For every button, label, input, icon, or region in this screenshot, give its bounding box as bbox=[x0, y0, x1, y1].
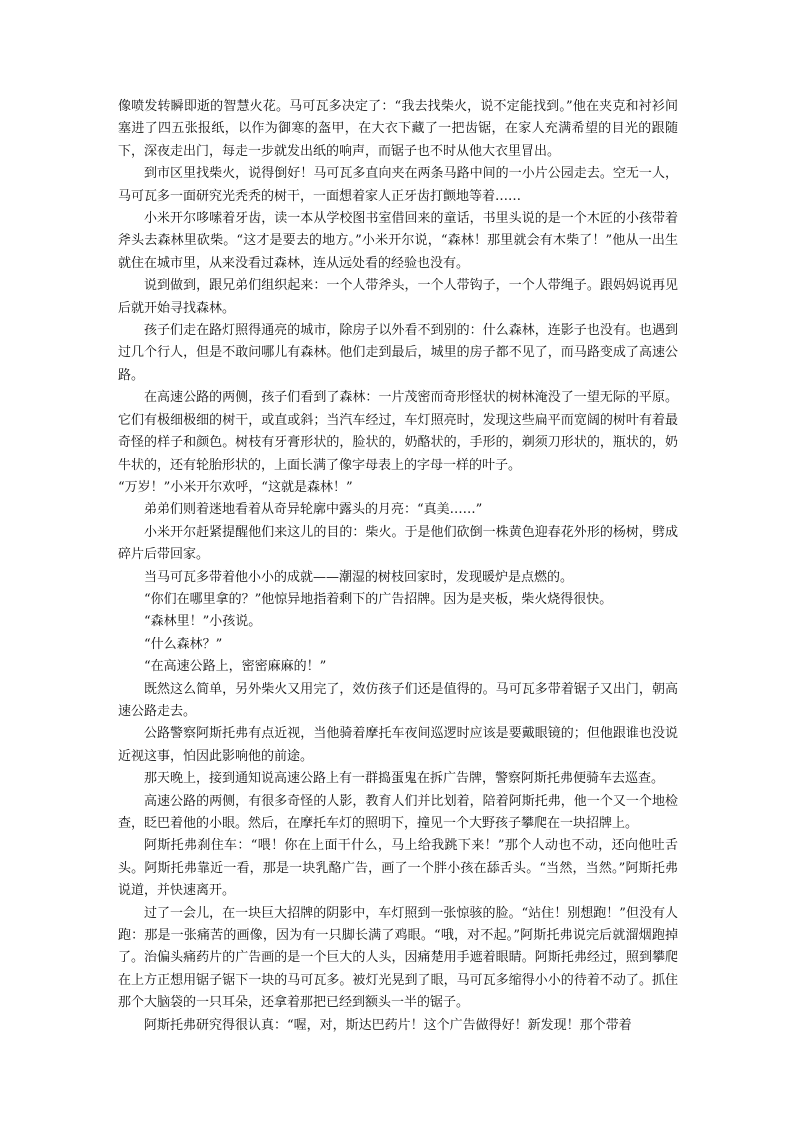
paragraph-11: “你们在哪里拿的？”他惊异地指着剩下的广告招牌。因为是夹板，柴火烧得很快。 bbox=[144, 591, 613, 607]
paragraph-21: 阿斯托弗研究得很认真：“喔，对，斯达巴药片！这个广告做得好！新发现！那个带着 bbox=[144, 1017, 632, 1033]
paragraph-20: 过了一会儿，在一块巨大招牌的阴影中，车灯照到一张惊骇的脸。“站住！别想跑！”但没有人跑：那是一张痛苦的画像，因为有一只脚长满了鸡眼。“哦，对不起。”阿斯托弗说完后就溜烟跑掉了。治偏头痛药片的广告画的是一个巨大的人头，因痛楚用手遮着眼睛。阿斯托弗经过，照到攀爬在上方正想用锯子锯下一块的马可瓦多。被灯光晃到了眼，马可瓦多缩得小小的待着不动了。抓住那个大脑袋的一只耳朵，还拿着那把已经到额头一半的锯子。 bbox=[118, 905, 678, 1011]
paragraph-7: “万岁！”小米开尔欢呼，“这就是森林！” bbox=[118, 479, 353, 495]
paragraph-17: 那天晚上，接到通知说高速公路上有一群捣蛋鬼在拆广告牌，警察阿斯托弗便骑车去巡查。 bbox=[144, 771, 665, 787]
paragraph-3: 小米开尔哆嗦着牙齿，读一本从学校图书室借回来的童话，书里头说的是一个木匠的小孩带着斧头去森林里砍柴。“这才是要去的地方。”小米开尔说，“森林！那里就会有木柴了！”他从一出生就住在城市里，从来没看过森林，连从远处看的经验也没有。 bbox=[118, 211, 678, 271]
paragraph-16: 公路警察阿斯托弗有点近视，当他骑着摩托车夜间巡逻时应该是要戴眼镜的；但他跟谁也没说近视这事，怕因此影响他的前途。 bbox=[118, 726, 678, 764]
paragraph-10: 当马可瓦多带着他小小的成就——潮湿的树枝回家时，发现暖炉是点燃的。 bbox=[144, 569, 574, 585]
document-page bbox=[118, 96, 678, 1037]
paragraph-1: 像喷发转瞬即逝的智慧火花。马可瓦多决定了：“我去找柴火，说不定能找到。”他在夹克和衬衫间塞进了四五张报纸，以作为御寒的盔甲，在大衣下藏了一把齿锯，在家人充满希望的目光的跟随下，深夜走出门，每走一步就发出纸的响声，而锯子也不时从他大衣里冒出。 bbox=[118, 99, 678, 159]
paragraph-15: 既然这么简单，另外柴火又用完了，效仿孩子们还是值得的。马可瓦多带着锯子又出门，朝高速公路走去。 bbox=[118, 681, 678, 719]
paragraph-12: “森林里！”小孩说。 bbox=[144, 614, 262, 630]
paragraph-4: 说到做到，跟兄弟们组织起来：一个人带斧头，一个人带钩子，一个人带绳子。跟妈妈说再见后就开始寻找森林。 bbox=[118, 278, 678, 316]
paragraph-18: 高速公路的两侧，有很多奇怪的人影，教育人们并比划着，陪着阿斯托弗，他一个又一个地检查，眨巴着他的小眼。然后，在摩托车灯的照明下，撞见一个大野孩子攀爬在一块招牌上。 bbox=[118, 793, 678, 831]
paragraph-13: “什么森林？” bbox=[144, 636, 223, 652]
paragraph-19: 阿斯托弗刹住车：“喂！你在上面干什么，马上给我跳下来！”那个人动也不动，还向他吐舌头。阿斯托弗靠近一看，那是一块乳酪广告，画了一个胖小孩在舔舌头。“当然，当然。”阿斯托弗说道，并快速离开。 bbox=[118, 838, 678, 899]
paragraph-2: 到市区里找柴火，说得倒好！马可瓦多直向夹在两条马路中间的一小片公园走去。空无一人，马可瓦多一面研究光秃秃的树干，一面想着家人正牙齿打颤地等着…… bbox=[118, 166, 678, 204]
paragraph-5: 孩子们走在路灯照得通亮的城市，除房子以外看不到别的：什么森林，连影子也没有。也遇到过几个行人，但是不敢问哪儿有森林。他们走到最后，城里的房子都不见了，而马路变成了高速公路。 bbox=[118, 323, 678, 383]
paragraph-6: 在高速公路的两侧，孩子们看到了森林：一片茂密而奇形怪状的树林淹没了一望无际的平原。它们有极细极细的树干，或直或斜；当汽车经过，车灯照亮时，发现这些扁平而宽阔的树叶有着最奇怪的样子和颜色。树枝有牙膏形状的，脸状的，奶酪状的，手形的，剃须刀形状的，瓶状的，奶牛状的，还有轮胎形状的，上面长满了像字母表上的字母一样的叶子。 bbox=[118, 390, 678, 473]
paragraph-9: 小米开尔赶紧提醒他们来这儿的目的：柴火。于是他们砍倒一株黄色迎春花外形的杨树，劈成碎片后带回家。 bbox=[118, 524, 678, 563]
paragraph-14: “在高速公路上，密密麻麻的！” bbox=[144, 659, 327, 675]
paragraph-8: 弟弟们则着迷地看着从奇异轮廓中露头的月亮：“真美……” bbox=[144, 502, 483, 518]
